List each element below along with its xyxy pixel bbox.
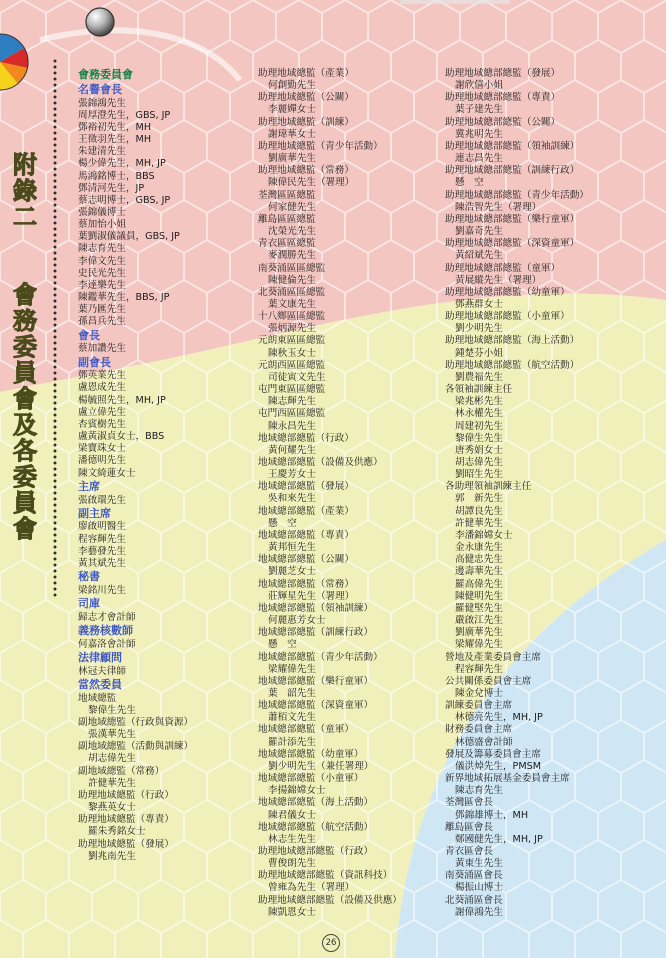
member-name: 懸 空 — [268, 639, 297, 651]
member-name: 陳志育先生 — [455, 785, 503, 797]
member-name: 劉嘉奇先生 — [455, 226, 503, 238]
member-name: 李潘錦嫦女士 — [455, 529, 513, 541]
role-line: 孫昌兵先生 — [78, 316, 126, 328]
member-name: 楊振山博士 — [455, 882, 503, 894]
member-name: 懸 空 — [455, 177, 484, 189]
role-line: 離島區區總監 — [258, 213, 316, 225]
member-name: 金永康先生 — [455, 542, 503, 554]
role-heading: 法律顧問 — [78, 650, 122, 664]
member-name: 沈榮光先生 — [268, 226, 316, 238]
member-name: 謝欣僖小姐 — [455, 80, 503, 92]
member-name: 胡志偉先生 — [88, 753, 136, 765]
member-name: 莊輝星先生（署理） — [268, 590, 355, 602]
member-name: 劉昭生先生 — [455, 469, 503, 481]
role-line: 王徵羽先生，MH — [78, 134, 152, 146]
member-name: 李揚錦嫦女士 — [268, 785, 326, 797]
role-line: 十八鄉區區總監 — [258, 311, 326, 323]
side-title-char: 會 — [13, 281, 37, 309]
member-name: 懸 空 — [268, 517, 297, 529]
role-line: 元朗西區區總監 — [258, 359, 326, 371]
role-line: 陳文綺蓮女士 — [78, 467, 136, 479]
member-name: 程容輝先生 — [455, 663, 503, 675]
role-line: 地域總部總監（童軍） — [258, 724, 354, 736]
role-line: 助理地域總部總監（資訊科技） — [258, 870, 393, 882]
role-line: 助理地域總部總監（航空活動） — [445, 359, 580, 371]
member-name: 陳健倫先生 — [268, 274, 316, 286]
role-line: 蔡加怡小姐 — [78, 219, 126, 231]
member-name: 羅健堅先生 — [455, 602, 503, 614]
role-line: 營地及產業委員會主席 — [445, 651, 541, 663]
member-name: 儀洪焯先生，PMSM — [455, 760, 541, 772]
role-line: 荃灣區會長 — [445, 797, 493, 809]
member-name: 蕭栢文先生 — [268, 712, 316, 724]
role-line: 助理地域總部總監（幼童軍） — [445, 286, 570, 298]
role-line: 朱建清先生 — [78, 146, 126, 158]
member-name: 吳和來先生 — [268, 493, 316, 505]
role-line: 李達樂先生 — [78, 279, 126, 291]
column-1 — [78, 68, 248, 863]
role-line: 南葵涌區會長 — [445, 870, 503, 882]
role-line: 發展及籌募委員會主席 — [445, 748, 541, 760]
role-line: 馬鴻銘博士，BBS — [78, 170, 155, 182]
side-title-char: 會 — [13, 385, 37, 413]
role-line: 助理地域總部總監（青少年活動） — [445, 189, 589, 201]
member-name: 黎偉生先生 — [455, 432, 503, 444]
role-line: 盧恩成先生 — [78, 382, 126, 394]
role-line: 助理地域總部總監（海上活動） — [445, 335, 580, 347]
role-line: 周厚澄先生，GBS, JP — [78, 109, 171, 121]
member-name: 梁耀偉先生 — [455, 639, 503, 651]
member-name: 曾雍為先生（署理） — [268, 882, 355, 894]
role-line: 公共關係委員會主席 — [445, 675, 532, 687]
member-name: 張炳源先生 — [268, 323, 316, 335]
role-heading: 義務核數師 — [78, 624, 133, 637]
side-title-char: 附 — [13, 151, 37, 179]
role-line: 地域總部總監（發展） — [258, 481, 354, 493]
role-line: 歸志才會計師 — [78, 611, 136, 623]
role-line: 助理地域總部總監（發展） — [445, 68, 561, 79]
role-line: 林冠夫律師 — [78, 665, 126, 677]
role-line: 地域總部總監（產業） — [258, 505, 354, 517]
role-line: 杏賓樹先生 — [78, 418, 126, 430]
role-line: 南葵涌區區總監 — [258, 262, 326, 274]
role-line: 史民光先生 — [78, 267, 126, 279]
role-heading: 名譽會長 — [78, 82, 122, 96]
side-title-char: 務 — [13, 307, 37, 335]
member-name: 邊壽華先生 — [455, 566, 503, 578]
role-line: 鄧裕初先生，MH — [78, 121, 152, 133]
role-line: 李藝發先生 — [78, 545, 126, 557]
member-name: 陳志輝先生 — [268, 396, 316, 408]
side-title-char: 及 — [13, 411, 37, 439]
member-name: 李麗嬋女士 — [268, 104, 316, 116]
member-name: 黃紹斌先生 — [455, 250, 503, 262]
role-line: 助理地域總部總監（深資童軍） — [445, 238, 580, 250]
role-line: 副地域總監（常務） — [78, 765, 165, 777]
member-name: 周建初先生 — [455, 420, 503, 432]
role-line: 盧黃淑貞女士，BBS — [78, 431, 165, 443]
role-line: 陳鑑華先生，BBS, JP — [78, 292, 170, 304]
role-line: 助理地域總部總監（公關） — [445, 116, 561, 128]
role-line: 屯門西區區總監 — [258, 408, 326, 420]
role-line: 副地域總監（活動與訓練） — [78, 741, 194, 753]
role-line: 地域總部總監（專責） — [258, 529, 354, 541]
member-name: 陳健明先生 — [455, 590, 503, 602]
member-name: 黃東生先生 — [455, 858, 503, 870]
member-name: 梁耀偉先生 — [268, 663, 316, 675]
role-line: 助理地域總監（行政） — [78, 789, 174, 801]
role-line: 財務委員會主席 — [445, 724, 513, 736]
role-line: 北葵涌區區總監 — [258, 286, 326, 298]
role-line: 助理地域總監（產業） — [258, 68, 354, 79]
role-line: 助理地域總監（發展） — [78, 838, 174, 850]
side-title-char: 員 — [13, 359, 37, 387]
member-name: 謝偉鴻先生 — [455, 906, 503, 918]
member-name: 陳偉民先生（署理） — [268, 177, 355, 189]
role-heading: 副會長 — [78, 355, 111, 369]
side-title-char: 二 — [13, 203, 37, 231]
role-line: 地域總部總監（行政） — [258, 432, 354, 444]
member-name: 麥潤勝先生 — [268, 250, 316, 262]
role-line: 助理地域總監（專責） — [78, 814, 174, 826]
member-name: 陳永昌先生 — [268, 420, 316, 432]
member-name: 陳金兌博士 — [455, 687, 503, 699]
role-line: 李偉文先生 — [78, 255, 126, 267]
side-title-char: 員 — [13, 489, 37, 517]
role-line: 地域總部總監（領袖訓練） — [258, 602, 374, 614]
member-name: 羅計添先生 — [268, 736, 316, 748]
role-line: 地域總監 — [78, 692, 117, 704]
role-line: 地域總部總監（青少年活動） — [258, 651, 383, 663]
role-line: 鄧英業先生 — [78, 370, 126, 382]
member-name: 冀兆明先生 — [455, 128, 503, 140]
role-line: 地域總部總監（海上活動） — [258, 797, 374, 809]
side-title-char — [3, 230, 47, 282]
role-heading: 副主席 — [78, 506, 111, 520]
role-line: 潘德明先生 — [78, 455, 126, 467]
role-heading: 當然委員 — [78, 677, 122, 691]
member-name: 鄧錦雄博士，MH — [455, 809, 529, 821]
column-3 — [445, 68, 660, 919]
role-heading: 主席 — [78, 479, 100, 493]
member-name: 王慶芳女士 — [268, 469, 316, 481]
member-name: 許健華先生 — [88, 777, 136, 789]
role-line: 離島區會長 — [445, 821, 493, 833]
role-line: 助理地域總部總監（小童軍） — [445, 311, 570, 323]
role-line: 盧立偉先生 — [78, 406, 126, 418]
role-line: 葉乃匯先生 — [78, 304, 126, 316]
role-line: 助理地域總部總監（樂行童軍） — [445, 213, 580, 225]
side-title-char: 委 — [13, 463, 37, 491]
role-line: 地域總部總監（常務） — [258, 578, 354, 590]
member-name: 林永權先生 — [455, 408, 503, 420]
role-heading: 會長 — [78, 328, 100, 342]
member-name: 梁兆彬先生 — [455, 396, 503, 408]
role-line: 地域總部總監（設備及供應） — [258, 457, 383, 468]
role-heading: 秘書 — [78, 570, 100, 584]
role-line: 青衣區區總監 — [258, 238, 316, 250]
role-heading: 司庫 — [78, 597, 100, 611]
role-line: 梁寶珠女士 — [78, 443, 126, 455]
role-line: 地域總部總監（航空活動） — [258, 821, 374, 833]
member-name: 羅朱秀銘女士 — [88, 826, 146, 838]
member-name: 許健華先生 — [455, 517, 503, 529]
role-line: 助理地域總部總監（行政） — [258, 846, 374, 857]
role-line: 蔡志明博士，GBS, JP — [78, 194, 171, 206]
member-name: 劉兆南先生 — [88, 850, 136, 862]
member-name: 葉文康先生 — [268, 298, 316, 310]
role-line: 屯門東區區總監 — [258, 384, 326, 396]
member-name: 何麗惠芳女士 — [268, 615, 326, 627]
role-line: 張啟環先生 — [78, 494, 126, 506]
member-name: 黃何耀先生 — [268, 444, 316, 456]
page-number: 26 — [322, 934, 340, 952]
member-name: 葉 韶先生 — [268, 687, 316, 699]
role-line: 鄧清河先生，JP — [78, 182, 145, 194]
role-line: 青衣區會長 — [445, 846, 493, 857]
role-line: 助理地域總部總監（設備及供應） — [258, 894, 402, 906]
member-name: 嚴啟江先生 — [455, 615, 503, 627]
member-name: 鍾楚芬小姐 — [455, 347, 503, 359]
member-name: 劉少明先生 — [455, 323, 503, 335]
role-line: 張錦儀博士 — [78, 207, 126, 218]
role-line: 新界地域拓展基金委員會主席 — [445, 773, 570, 785]
role-line: 助理地域總部總監（專責） — [445, 92, 561, 104]
role-line: 助理地域總部總監（領袖訓練） — [445, 140, 580, 152]
role-line: 助理地域總部總監（訓練行政） — [445, 165, 580, 177]
role-line: 副地域總監（行政與資源） — [78, 717, 194, 729]
member-name: 鄭國健先生，MH, JP — [455, 833, 543, 845]
role-line: 各領袖訓練主任 — [445, 384, 513, 396]
member-name: 胡譚良先生 — [455, 505, 503, 517]
member-name: 黎偉生先生 — [88, 704, 136, 716]
member-name: 黃展縱先生（署理） — [455, 274, 542, 286]
member-name: 張漢華先生 — [88, 729, 136, 741]
role-line: 楊少偉先生，MH, JP — [78, 158, 166, 170]
role-line: 各助理領袖訓練主任 — [445, 481, 532, 493]
member-name: 陳浩智先生（署理） — [455, 201, 542, 213]
member-name: 陳凱恩女士 — [268, 906, 316, 918]
member-name: 黃邦恒先生 — [268, 542, 316, 554]
role-line: 荃灣區區總監 — [258, 189, 316, 201]
member-name: 黎燕英女士 — [88, 802, 136, 814]
side-title-char: 委 — [13, 333, 37, 361]
member-name: 劉廣華先生 — [268, 153, 316, 165]
role-line: 程容輝先生 — [78, 533, 126, 545]
member-name: 唐秀娟女士 — [455, 444, 503, 456]
member-name: 劉廣華先生 — [455, 627, 503, 639]
role-line: 地域總部總監（幼童軍） — [258, 748, 364, 760]
column-2 — [258, 68, 438, 919]
role-line: 地域總部總監（公關） — [258, 554, 354, 566]
member-name: 連志昌先生 — [455, 153, 503, 165]
role-line: 助理地域總監（常務） — [258, 165, 354, 177]
role-line: 葉劉淑儀議員，GBS, JP — [78, 231, 180, 243]
member-name: 司徒寅文先生 — [268, 371, 326, 383]
role-line: 助理地域總監（訓練） — [258, 116, 354, 128]
role-line: 廖啟明醫生 — [78, 521, 126, 533]
role-line: 助理地域總監（青少年活動） — [258, 140, 383, 152]
role-line: 地域總部總監（深資童軍） — [258, 700, 374, 712]
role-line: 何嘉洛會計師 — [78, 638, 136, 650]
member-name: 林志生先生 — [268, 833, 316, 845]
role-line: 張錦鴻先生 — [78, 97, 126, 109]
dotted-divider — [52, 58, 58, 598]
member-name: 林德亮先生，MH, JP — [455, 712, 543, 724]
side-title-char: 錄 — [13, 177, 37, 205]
side-title-char: 會 — [13, 515, 37, 543]
role-line: 梁銘川先生 — [78, 584, 126, 596]
role-line: 元朗東區區總監 — [258, 335, 326, 347]
member-name: 羅高偉先生 — [455, 578, 503, 590]
member-name: 高健忠先生 — [455, 554, 503, 566]
role-line: 地域總部總監（樂行童軍） — [258, 675, 374, 687]
role-line: 地域總部總監（訓練行政） — [258, 627, 374, 639]
member-name: 郭 新先生 — [455, 493, 503, 505]
role-line: 陳志育先生 — [78, 243, 126, 255]
member-name: 劉少明先生（兼任署理） — [268, 760, 374, 772]
role-line: 地域總部總監（小童軍） — [258, 773, 364, 785]
role-line: 助理地域總部總監（童軍） — [445, 262, 561, 274]
role-line: 北葵涌區會長 — [445, 894, 503, 906]
member-name: 劉麗芝女士 — [268, 566, 316, 578]
member-name: 何家健先生 — [268, 201, 316, 213]
role-line: 蔡加讚先生 — [78, 343, 126, 355]
role-line: 助理地域總監（公關） — [258, 92, 354, 104]
side-title-char: 各 — [13, 437, 37, 465]
member-name: 陳秋玉女士 — [268, 347, 316, 359]
member-name: 陳君儀女士 — [268, 809, 316, 821]
member-name: 葉子建先生 — [455, 104, 503, 116]
role-line: 黃其斌先生 — [78, 557, 126, 569]
member-name: 曹俊朗先生 — [268, 858, 316, 870]
vertical-title — [3, 152, 47, 542]
member-name: 胡志偉先生 — [455, 457, 503, 468]
member-name: 劉農福先生 — [455, 371, 503, 383]
role-line: 楊毓照先生，MH, JP — [78, 394, 166, 406]
member-name: 林德盛會計師 — [455, 736, 513, 748]
member-name: 鄧燕群女士 — [455, 298, 503, 310]
section-heading: 會務委員會 — [78, 68, 133, 81]
role-line: 訓練委員會主席 — [445, 700, 513, 712]
member-name: 何創勤先生 — [268, 80, 316, 92]
member-name: 謝瑋華女士 — [268, 128, 316, 140]
